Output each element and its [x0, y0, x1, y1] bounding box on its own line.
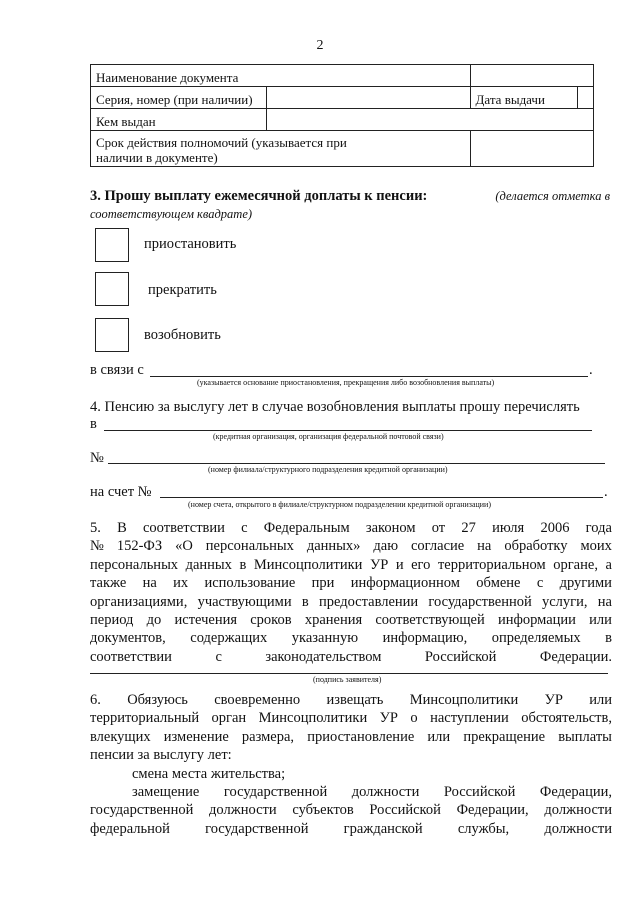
- word: услуги,: [541, 593, 588, 610]
- table-row: [91, 65, 594, 87]
- word: даю: [373, 538, 399, 555]
- word: наступлении: [430, 710, 509, 727]
- word: 6.: [90, 692, 101, 708]
- word: на: [597, 593, 612, 610]
- word: прекращение: [463, 728, 546, 745]
- word: года: [585, 520, 612, 536]
- option-resume-label: возобновить: [144, 327, 221, 343]
- section-4-sentence: 4. Пенсию за выслугу лет в случае возобновления выплаты прошу перечислять: [90, 399, 580, 415]
- word: государственной: [90, 802, 194, 819]
- issue-date-value[interactable]: [577, 87, 593, 109]
- word: на: [477, 538, 492, 555]
- section-5-line: [90, 648, 612, 666]
- word: участвующими: [197, 593, 292, 610]
- word: выплаты: [558, 728, 612, 745]
- word: с: [536, 575, 544, 592]
- bank-name-field[interactable]: [104, 430, 592, 431]
- reason-label: в связи с: [90, 362, 144, 378]
- word: №: [90, 538, 104, 555]
- signature-hint: (подпись заявителя): [313, 675, 382, 684]
- word: персональных: [90, 556, 179, 573]
- word: гражданской: [343, 820, 423, 837]
- option-terminate-label: прекратить: [148, 282, 217, 298]
- word: должности: [544, 802, 612, 819]
- word: на: [142, 575, 157, 592]
- account-hint: (номер счета, открытого в филиале/структурном подразделении кредитной организации): [188, 500, 491, 509]
- section-5-line: [90, 611, 612, 629]
- word: «О: [175, 538, 193, 555]
- section-5-consent: [90, 519, 612, 666]
- section-6-item-line: [90, 783, 612, 801]
- word: территориальный: [90, 710, 200, 727]
- option-suspend-label: приостановить: [144, 236, 237, 252]
- word: содержащих: [190, 630, 268, 647]
- reason-field[interactable]: [150, 376, 588, 377]
- table-row: [91, 109, 594, 131]
- word: также: [90, 575, 127, 592]
- word: Обязуюсь: [127, 692, 188, 708]
- section-6-line: [90, 709, 612, 727]
- word: другими: [559, 575, 612, 592]
- branch-number-label: №: [90, 450, 104, 466]
- word: в: [301, 593, 309, 610]
- word: при: [311, 575, 335, 592]
- document-details-table: [90, 64, 594, 167]
- word: и: [395, 556, 404, 573]
- word: до: [146, 612, 162, 629]
- table-row: [91, 87, 594, 109]
- word: государственной: [428, 593, 532, 610]
- word: Федеральным: [263, 520, 350, 536]
- series-value[interactable]: [267, 87, 471, 109]
- word: от: [431, 520, 446, 536]
- checkbox-resume[interactable]: [95, 318, 129, 352]
- word: истечения: [174, 612, 238, 629]
- bank-in-label: в: [90, 416, 97, 432]
- word: с: [215, 648, 222, 665]
- issued-by-label: Кем выдан: [91, 109, 267, 131]
- word: их: [173, 575, 189, 592]
- word: данных: [185, 556, 232, 573]
- word: 2006: [540, 520, 570, 536]
- validity-label-line: Срок действия полномочий (указывается при: [96, 135, 347, 150]
- word: 152-ФЗ: [116, 538, 163, 555]
- word: использование: [204, 575, 296, 592]
- word: или: [427, 728, 451, 745]
- word: В: [117, 520, 127, 536]
- validity-value[interactable]: [470, 131, 593, 167]
- word: 27: [461, 520, 476, 536]
- account-label: на счет №: [90, 484, 152, 500]
- word: влекущих: [90, 728, 151, 745]
- doc-name-label: Наименование документа: [91, 65, 471, 87]
- series-label: Серия, номер (при наличии): [91, 87, 267, 109]
- word: сроков: [250, 612, 292, 629]
- section-5-line: [90, 574, 612, 592]
- section-3-title-line: [90, 187, 610, 205]
- word: информацию,: [382, 630, 468, 647]
- section-4-line: [90, 398, 612, 416]
- section-6-item-line: [90, 801, 612, 819]
- section-3-title: [90, 187, 610, 223]
- branch-hint: (номер филиала/структурного подразделения кредитной организации): [208, 465, 448, 474]
- word: Минсоцполитики: [253, 556, 363, 573]
- word: организациями,: [90, 593, 188, 610]
- word: субъектов: [292, 802, 354, 819]
- section-5-line: [90, 556, 612, 574]
- word: в: [605, 630, 612, 647]
- word: законом: [365, 520, 416, 536]
- word: Федерации.: [539, 648, 612, 665]
- word: документов,: [90, 630, 166, 647]
- word: должности: [351, 784, 420, 801]
- word: должности: [544, 820, 612, 837]
- word: Федерации,: [456, 802, 529, 819]
- word: в: [239, 556, 247, 573]
- section-5-line: [90, 537, 612, 555]
- validity-label: [91, 131, 471, 167]
- section-3-note: (делается отметка в: [495, 189, 610, 203]
- word: а: [605, 556, 612, 573]
- word: Федерации,: [539, 784, 612, 801]
- table-row: [91, 131, 594, 167]
- word: УР: [379, 710, 398, 727]
- page-number: 2: [316, 38, 324, 53]
- word: должности: [209, 802, 277, 819]
- section-4-text: [90, 398, 612, 416]
- section-3-note: соответствующем квадрате): [90, 207, 253, 221]
- checkbox-suspend[interactable]: [95, 228, 129, 262]
- word: приостановление: [307, 728, 415, 745]
- word: соответствии: [142, 520, 225, 536]
- word: государственной: [205, 820, 309, 837]
- word: территориальном: [437, 556, 546, 573]
- word: информации: [497, 612, 576, 629]
- word: своевременно: [214, 692, 301, 708]
- word: его: [411, 556, 431, 573]
- word: УР: [544, 692, 563, 708]
- section-6-obligation: [90, 691, 612, 838]
- word: размера,: [241, 728, 295, 745]
- word: федеральной: [90, 820, 170, 837]
- issue-date-label: Дата выдачи: [470, 87, 577, 109]
- doc-name-value[interactable]: [470, 65, 593, 87]
- word: органе,: [553, 556, 598, 573]
- word: хранения: [304, 612, 363, 629]
- word: персональных: [205, 538, 294, 555]
- word: июля: [492, 520, 525, 536]
- reason-hint: (указывается основание приостановления, прекращения либо возобновления выплаты): [197, 378, 495, 387]
- word: изменение: [163, 728, 229, 745]
- section-5-line: [90, 629, 612, 647]
- section-6-item: смена места жительства;: [132, 765, 286, 782]
- word: предоставлении: [318, 593, 419, 610]
- word: или: [589, 612, 612, 629]
- word: с: [241, 520, 248, 536]
- word: службы,: [457, 820, 510, 837]
- word: соответствующей: [375, 612, 485, 629]
- section-5-line: [90, 593, 612, 611]
- word: законодательством: [265, 648, 382, 665]
- word: период: [90, 612, 134, 629]
- word: 5.: [90, 520, 101, 536]
- word: о: [410, 710, 418, 727]
- checkbox-terminate[interactable]: [95, 272, 129, 306]
- validity-label-line: наличии в документе): [96, 150, 218, 165]
- word: Российской: [443, 784, 516, 801]
- reason-end: .: [589, 362, 593, 378]
- section-3-heading: 3. Прошу выплату ежемесячной доплаты к пенсии:: [90, 188, 428, 204]
- word: данных»: [306, 538, 361, 555]
- word: государственной: [223, 784, 328, 801]
- word: обмене: [476, 575, 521, 592]
- word: Российской: [424, 648, 497, 665]
- section-6-line: [90, 728, 612, 746]
- word: Минсоцполитики: [258, 710, 368, 727]
- section-6-item-line: [90, 820, 612, 838]
- signature-field[interactable]: [90, 673, 608, 674]
- word: соответствии: [90, 648, 172, 665]
- word: указанную: [291, 630, 359, 647]
- word: информационном: [350, 575, 460, 592]
- word: орган: [211, 710, 247, 727]
- word: определяемых: [491, 630, 581, 647]
- word: УР: [369, 556, 389, 573]
- word: обстоятельств,: [521, 710, 612, 727]
- word: согласие: [411, 538, 465, 555]
- account-end: .: [604, 484, 608, 500]
- word: извещать: [326, 692, 384, 708]
- word: или: [589, 692, 612, 708]
- section-6-line: [90, 691, 612, 709]
- word: Российской: [369, 802, 441, 819]
- bank-hint: (кредитная организация, организация федеральной почтовой связи): [213, 432, 444, 441]
- issued-by-value[interactable]: [267, 109, 594, 131]
- branch-number-field[interactable]: [108, 463, 605, 464]
- section-6-line: пенсии за выслугу лет:: [90, 747, 232, 764]
- word: моих: [580, 538, 612, 555]
- section-5-line: [90, 519, 612, 537]
- word: Минсоцполитики: [409, 692, 519, 708]
- word: замещение: [132, 784, 200, 801]
- account-number-field[interactable]: [160, 497, 603, 498]
- word: обработку: [504, 538, 568, 555]
